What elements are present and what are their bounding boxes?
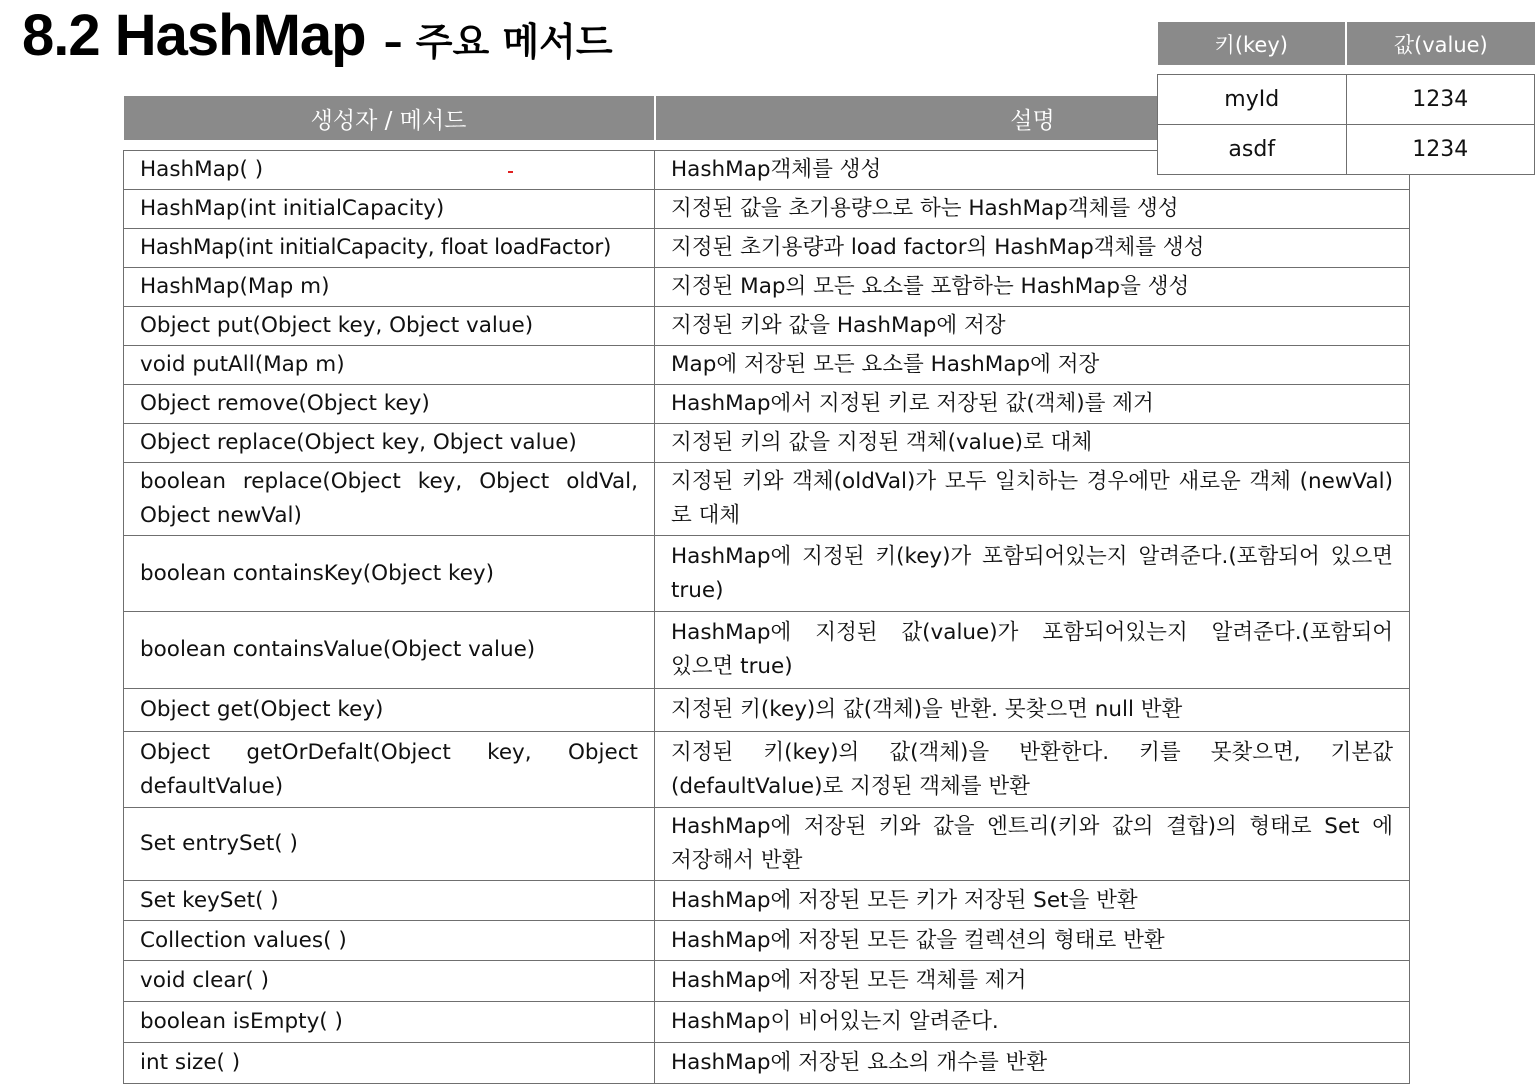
table-row [124, 463, 1410, 536]
description-cell: HashMap에 지정된 키(key)가 포함되어있는지 알려준다.(포함되어 있으면 true) [655, 536, 1410, 612]
description-cell: HashMap에서 지정된 키로 저장된 값(객체)를 제거 [655, 385, 1410, 424]
table-row [124, 1043, 1410, 1084]
method-cell: Object remove(Object key) [124, 385, 655, 424]
description-cell: HashMap객체를 생성 [655, 151, 1410, 190]
table-row [124, 424, 1410, 463]
method-table [123, 96, 1410, 1084]
header-method: 생성자 / 메서드 [124, 96, 655, 140]
title-main: 8.2 HashMap [22, 3, 366, 68]
table-row [124, 808, 1410, 881]
method-cell: boolean isEmpty( ) [124, 1002, 655, 1043]
method-cell: boolean containsValue(Object value) [124, 612, 655, 689]
description-cell: 지정된 값을 초기용량으로 하는 HashMap객체를 생성 [655, 190, 1410, 229]
description-cell: HashMap에 지정된 값(value)가 포함되어있는지 알려준다.(포함되어 있으면 true) [655, 612, 1410, 689]
table-row [124, 1002, 1410, 1043]
table-row [124, 190, 1410, 229]
kv-key-cell: myId [1158, 75, 1347, 125]
method-cell: Set keySet( ) [124, 881, 655, 921]
table-row [124, 268, 1410, 307]
method-cell: Collection values( ) [124, 921, 655, 961]
table-row [124, 921, 1410, 961]
method-cell: HashMap(int initialCapacity) [124, 190, 655, 229]
table-row [124, 689, 1410, 732]
description-cell: HashMap에 저장된 모든 값을 컬렉션의 형태로 반환 [655, 921, 1410, 961]
header-key: 키(key) [1158, 22, 1347, 65]
description-cell: 지정된 키(key)의 값(객체)을 반환. 못찾으면 null 반환 [655, 689, 1410, 732]
description-cell: 지정된 초기용량과 load factor의 HashMap객체를 생성 [655, 229, 1410, 268]
table-row [124, 385, 1410, 424]
header-value: 값(value) [1346, 22, 1535, 65]
kv-key-cell: asdf [1158, 125, 1347, 175]
description-cell: Map에 저장된 모든 요소를 HashMap에 저장 [655, 346, 1410, 385]
table-row [124, 307, 1410, 346]
method-cell: HashMap(Map m) [124, 268, 655, 307]
table-row [124, 881, 1410, 921]
header-description: 설명 [655, 96, 1410, 140]
description-cell: 지정된 Map의 모든 요소를 포함하는 HashMap을 생성 [655, 268, 1410, 307]
kv-row [1158, 125, 1535, 175]
method-cell: Set entrySet( ) [124, 808, 655, 881]
method-table-body [124, 140, 1410, 1084]
description-cell: HashMap에 저장된 요소의 개수를 반환 [655, 1043, 1410, 1084]
description-cell: 지정된 키와 값을 HashMap에 저장 [655, 307, 1410, 346]
page-title [22, 2, 613, 78]
kv-table-header [1158, 22, 1535, 65]
method-cell: Object get(Object key) [124, 689, 655, 732]
table-row [124, 536, 1410, 612]
red-mark [508, 171, 513, 173]
description-cell: HashMap에 저장된 모든 객체를 제거 [655, 961, 1410, 1002]
table-row [124, 229, 1410, 268]
method-cell: boolean containsKey(Object key) [124, 536, 655, 612]
method-cell: Object put(Object key, Object value) [124, 307, 655, 346]
table-row [124, 732, 1410, 808]
method-cell: boolean replace(Object key, Object oldVal, Object newVal) [124, 463, 655, 536]
kv-value-cell: 1234 [1346, 125, 1535, 175]
key-value-table [1157, 22, 1535, 175]
kv-row [1158, 75, 1535, 125]
method-cell: void clear( ) [124, 961, 655, 1002]
table-row [124, 346, 1410, 385]
kv-table-body [1158, 65, 1535, 175]
description-cell: 지정된 키와 객체(oldVal)가 모두 일치하는 경우에만 새로운 객체 (newVal)로 대체 [655, 463, 1410, 536]
method-cell: Object replace(Object key, Object value) [124, 424, 655, 463]
title-subtitle: – 주요 메서드 [383, 20, 613, 64]
method-cell: Object getOrDefalt(Object key, Object defaultValue) [124, 732, 655, 808]
method-cell: int size( ) [124, 1043, 655, 1084]
method-cell: HashMap( ) [124, 151, 655, 190]
method-cell: HashMap(int initialCapacity, float loadFactor) [124, 229, 655, 268]
table-row [124, 961, 1410, 1002]
description-cell: HashMap이 비어있는지 알려준다. [655, 1002, 1410, 1043]
description-cell: 지정된 키의 값을 지정된 객체(value)로 대체 [655, 424, 1410, 463]
method-cell: void putAll(Map m) [124, 346, 655, 385]
table-row [124, 612, 1410, 689]
description-cell: HashMap에 저장된 키와 값을 엔트리(키와 값의 결합)의 형태로 Set 에 저장해서 반환 [655, 808, 1410, 881]
kv-value-cell: 1234 [1346, 75, 1535, 125]
description-cell: HashMap에 저장된 모든 키가 저장된 Set을 반환 [655, 881, 1410, 921]
description-cell: 지정된 키(key)의 값(객체)을 반환한다. 키를 못찾으면, 기본값 (defaultValue)로 지정된 객체를 반환 [655, 732, 1410, 808]
